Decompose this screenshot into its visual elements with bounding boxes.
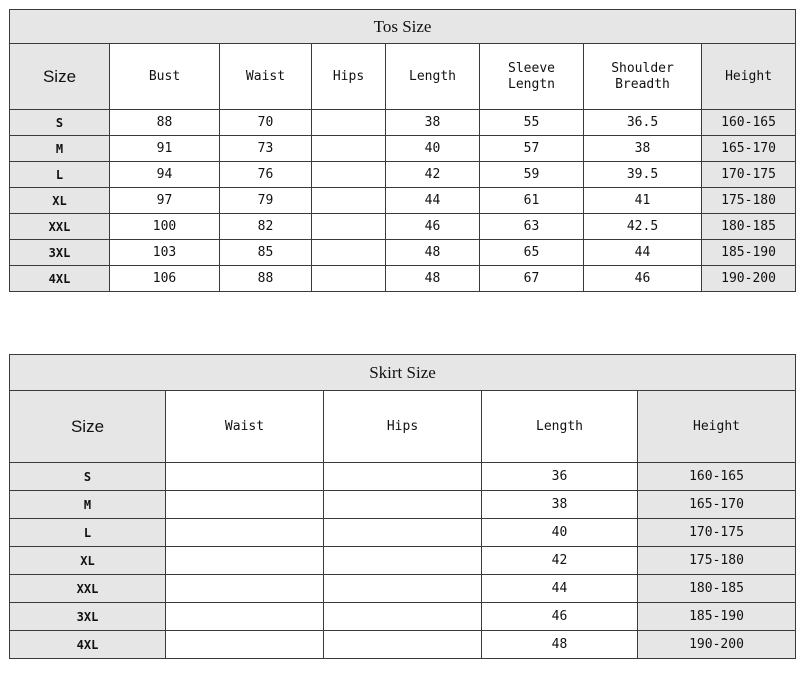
tops-size-label: S: [10, 110, 110, 136]
tops-table-row: [10, 110, 796, 136]
tops-table-cell: 38: [584, 136, 702, 162]
skirt-size-label: 3XL: [10, 603, 166, 631]
tops-table-cell: 40: [386, 136, 480, 162]
skirt-table-cell: 190-200: [638, 631, 796, 659]
tops-table-cell: [312, 110, 386, 136]
skirt-table-cell: 48: [482, 631, 638, 659]
skirt-table-cell: 40: [482, 519, 638, 547]
tops-table-cell: 91: [110, 136, 220, 162]
skirt-col-header: Waist: [166, 391, 324, 463]
skirt-table-cell: 46: [482, 603, 638, 631]
tops-size-label: L: [10, 162, 110, 188]
tops-size-label: XXL: [10, 214, 110, 240]
tops-table-cell: 65: [480, 240, 584, 266]
tops-table-cell: 103: [110, 240, 220, 266]
skirt-size-label: L: [10, 519, 166, 547]
tops-table-cell: [312, 188, 386, 214]
tops-size-label: M: [10, 136, 110, 162]
skirt-col-header: Length: [482, 391, 638, 463]
skirt-col-header: Size: [10, 391, 166, 463]
tops-size-table: [9, 9, 796, 292]
tops-table-row: [10, 266, 796, 292]
tops-size-label: XL: [10, 188, 110, 214]
tops-table-cell: [312, 266, 386, 292]
tops-size-label: 4XL: [10, 266, 110, 292]
skirt-table-cell: 175-180: [638, 547, 796, 575]
tops-table-row: [10, 162, 796, 188]
tops-table-cell: 160-165: [702, 110, 796, 136]
tops-table-cell: 48: [386, 266, 480, 292]
tops-table-cell: 97: [110, 188, 220, 214]
tops-table-cell: 44: [386, 188, 480, 214]
tops-table-cell: 61: [480, 188, 584, 214]
tops-table-row: [10, 188, 796, 214]
tops-col-header: Size: [10, 44, 110, 110]
skirt-table-cell: 170-175: [638, 519, 796, 547]
skirt-table-cell: 44: [482, 575, 638, 603]
skirt-table-row: [10, 463, 796, 491]
tops-size-label: 3XL: [10, 240, 110, 266]
skirt-table-cell: 42: [482, 547, 638, 575]
tops-table-cell: 38: [386, 110, 480, 136]
tops-table-cell: 85: [220, 240, 312, 266]
skirt-table-cell: [324, 631, 482, 659]
skirt-size-table: [9, 354, 796, 659]
skirt-table-row: [10, 491, 796, 519]
skirt-table-cell: [166, 519, 324, 547]
tops-table-cell: [312, 162, 386, 188]
skirt-table-cell: [166, 575, 324, 603]
skirt-table-cell: [166, 463, 324, 491]
tops-table-cell: 42.5: [584, 214, 702, 240]
skirt-table-cell: [324, 463, 482, 491]
tops-header-row: [10, 44, 796, 110]
tops-table-row: [10, 240, 796, 266]
tops-table-cell: 46: [386, 214, 480, 240]
skirt-table-cell: [324, 603, 482, 631]
skirt-header-row: [10, 391, 796, 463]
skirt-table-row: [10, 603, 796, 631]
skirt-table-cell: [324, 519, 482, 547]
tops-table-cell: 79: [220, 188, 312, 214]
tops-table-cell: [312, 240, 386, 266]
skirt-table-cell: [166, 603, 324, 631]
tops-table-cell: 100: [110, 214, 220, 240]
tops-col-header: Waist: [220, 44, 312, 110]
tops-table-cell: 175-180: [702, 188, 796, 214]
skirt-col-header: Hips: [324, 391, 482, 463]
skirt-table-cell: 36: [482, 463, 638, 491]
skirt-size-label: M: [10, 491, 166, 519]
tops-table-cell: 165-170: [702, 136, 796, 162]
tops-table-cell: 82: [220, 214, 312, 240]
tops-table-cell: 88: [220, 266, 312, 292]
tops-table-cell: 88: [110, 110, 220, 136]
skirt-table-cell: 185-190: [638, 603, 796, 631]
skirt-table-row: [10, 631, 796, 659]
tops-table-cell: 67: [480, 266, 584, 292]
skirt-table-cell: 38: [482, 491, 638, 519]
skirt-table-row: [10, 575, 796, 603]
tops-col-header: Shoulder Breadth: [584, 44, 702, 110]
skirt-size-label: XXL: [10, 575, 166, 603]
tops-table-cell: 41: [584, 188, 702, 214]
tops-table-cell: 46: [584, 266, 702, 292]
tops-table-cell: [312, 136, 386, 162]
tops-table-row: [10, 136, 796, 162]
tops-table-cell: 76: [220, 162, 312, 188]
tops-table-cell: 55: [480, 110, 584, 136]
tops-table-cell: 39.5: [584, 162, 702, 188]
skirt-table-cell: 160-165: [638, 463, 796, 491]
skirt-table-cell: 165-170: [638, 491, 796, 519]
tops-table-cell: 106: [110, 266, 220, 292]
tops-table-cell: 48: [386, 240, 480, 266]
tops-table-cell: 180-185: [702, 214, 796, 240]
skirt-size-label: S: [10, 463, 166, 491]
skirt-col-header: Height: [638, 391, 796, 463]
skirt-table-cell: [324, 491, 482, 519]
tops-table-cell: 57: [480, 136, 584, 162]
tops-col-header: Sleeve Lengtn: [480, 44, 584, 110]
tops-table-cell: 42: [386, 162, 480, 188]
tops-table-cell: 190-200: [702, 266, 796, 292]
tops-table-cell: 170-175: [702, 162, 796, 188]
skirt-size-label: 4XL: [10, 631, 166, 659]
skirt-table-cell: [166, 631, 324, 659]
tops-table-cell: 70: [220, 110, 312, 136]
tops-table-cell: [312, 214, 386, 240]
tops-table-cell: 44: [584, 240, 702, 266]
skirt-size-label: XL: [10, 547, 166, 575]
tops-table-row: [10, 214, 796, 240]
tops-table-cell: 185-190: [702, 240, 796, 266]
skirt-table-cell: 180-185: [638, 575, 796, 603]
tops-table-body: [10, 110, 796, 292]
skirt-table-cell: [166, 491, 324, 519]
tops-col-header: Length: [386, 44, 480, 110]
tops-table-cell: 59: [480, 162, 584, 188]
tops-table-cell: 63: [480, 214, 584, 240]
skirt-table-cell: [324, 575, 482, 603]
skirt-table-title: Skirt Size: [10, 355, 796, 391]
tops-table-cell: 73: [220, 136, 312, 162]
skirt-table-cell: [166, 547, 324, 575]
skirt-table-row: [10, 547, 796, 575]
skirt-table-row: [10, 519, 796, 547]
tops-table-cell: 36.5: [584, 110, 702, 136]
skirt-table-body: [10, 463, 796, 659]
tops-col-header: Height: [702, 44, 796, 110]
skirt-table-cell: [324, 547, 482, 575]
tops-table-title: Tos Size: [10, 10, 796, 44]
tops-table-cell: 94: [110, 162, 220, 188]
tops-col-header: Hips: [312, 44, 386, 110]
tops-col-header: Bust: [110, 44, 220, 110]
